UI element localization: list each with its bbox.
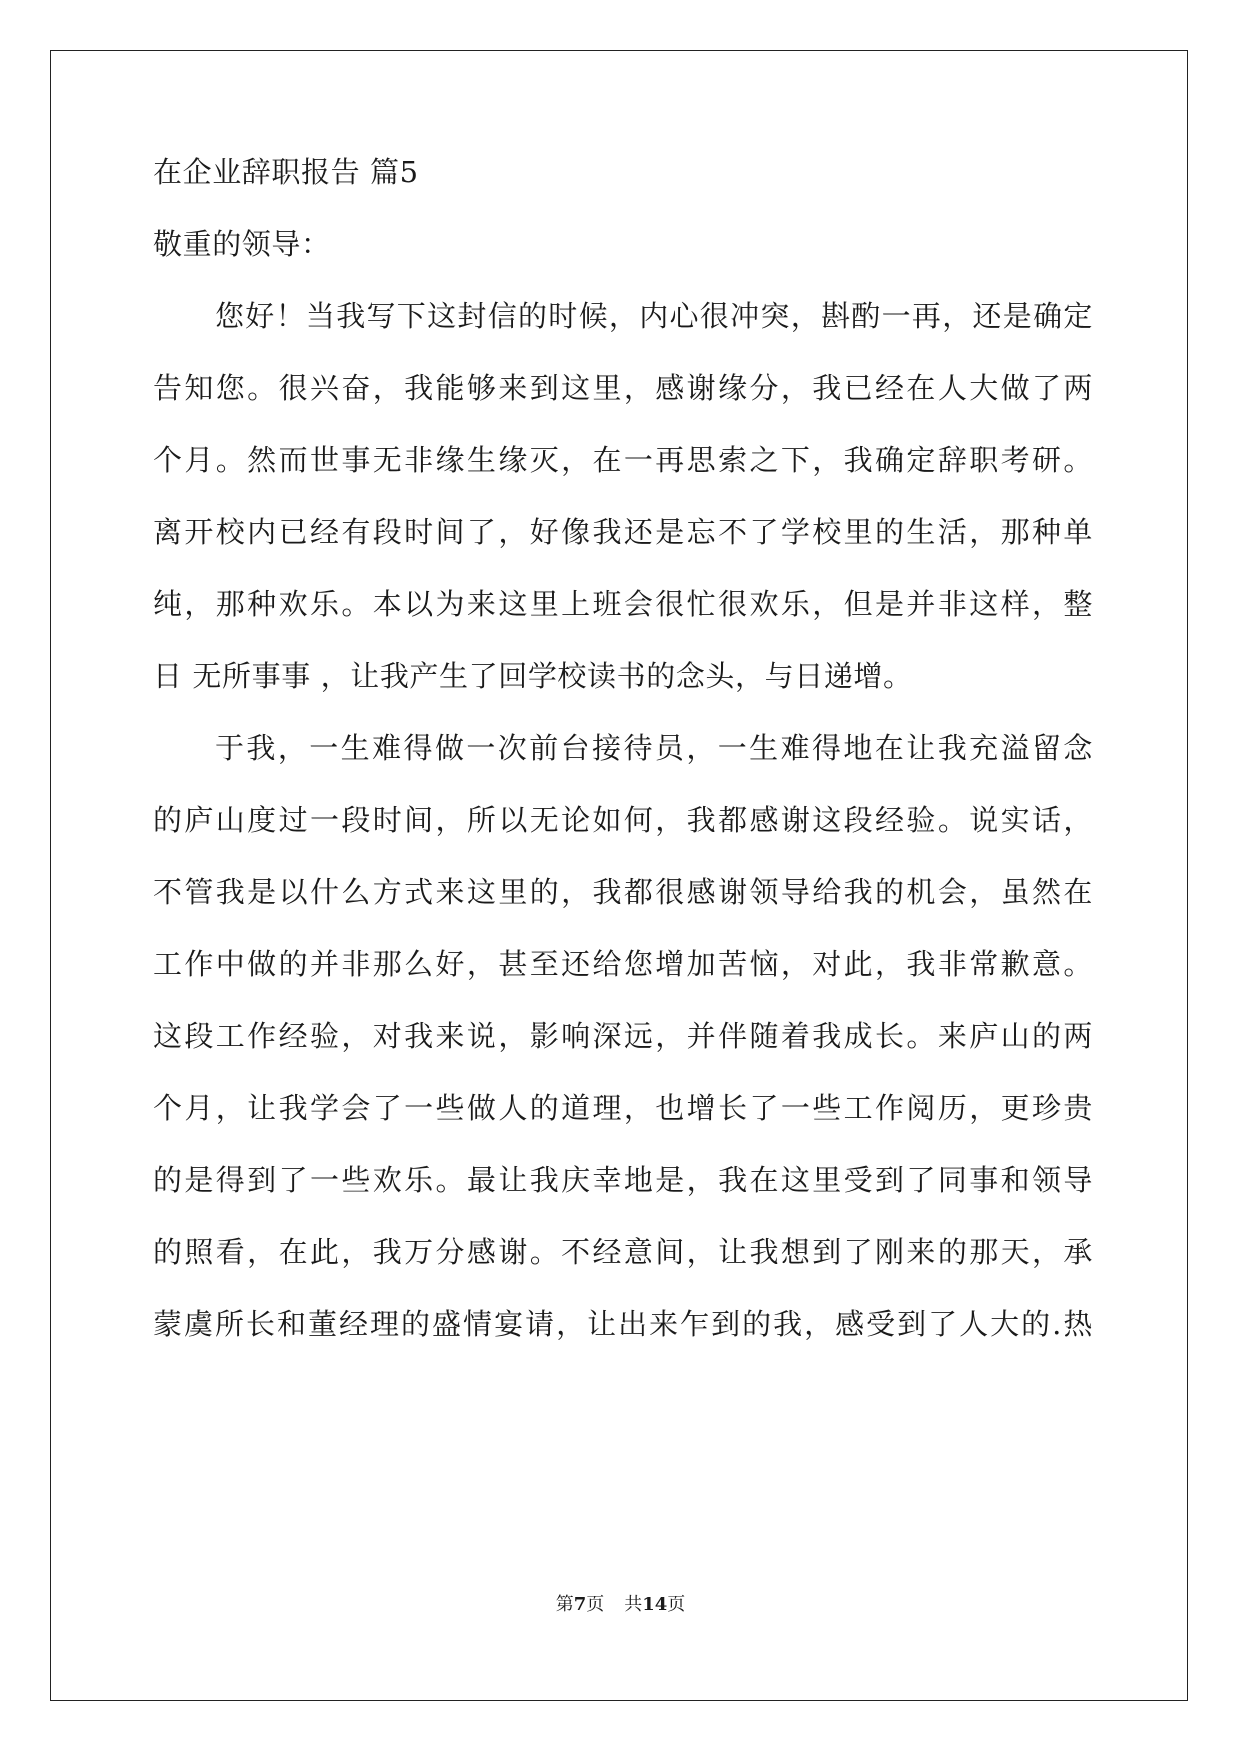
paragraph-line: 蒙虞所长和董经理的盛情宴请，让出来乍到的我，感受到了人大的.热 xyxy=(153,1307,1093,1341)
paragraph-line: 于我，一生难得做一次前台接待员，一生难得地在让我充溢留念 xyxy=(215,731,1093,765)
page-suffix: 页 xyxy=(667,1594,686,1615)
paragraph-line: 日 无所事事 ，让我产生了回学校读书的念头，与日递增。 xyxy=(153,659,913,693)
paragraph-line: 告知您。很兴奋，我能够来到这里，感谢缘分，我已经在人大做了两 xyxy=(153,371,1093,405)
paragraph-line: 您好！当我写下这封信的时候，内心很冲突，斟酌一再，还是确定 xyxy=(215,299,1093,333)
page-footer xyxy=(0,1594,1241,1616)
page-total: 14 xyxy=(642,1594,668,1615)
paragraph-line: 的是得到了一些欢乐。最让我庆幸地是，我在这里受到了同事和领导 xyxy=(153,1163,1093,1197)
paragraph-line: 离开校内已经有段时间了，好像我还是忘不了学校里的生活，那种单 xyxy=(153,515,1093,549)
paragraph-line: 的庐山度过一段时间，所以无论如何，我都感谢这段经验。说实话， xyxy=(153,803,1093,837)
document-title: 在企业辞职报告 篇5 xyxy=(153,155,419,189)
paragraph-line: 工作中做的并非那么好，甚至还给您增加苦恼，对此，我非常歉意。 xyxy=(153,947,1093,981)
page-prefix: 第 xyxy=(555,1594,574,1615)
paragraph-line: 纯，那种欢乐。本以为来这里上班会很忙很欢乐，但是并非这样，整 xyxy=(153,587,1093,621)
paragraph-line: 的照看，在此，我万分感谢。不经意间，让我想到了刚来的那天，承 xyxy=(153,1235,1093,1269)
paragraph-line: 不管我是以什么方式来这里的，我都很感谢领导给我的机会，虽然在 xyxy=(153,875,1093,909)
paragraph-line: 个月，让我学会了一些做人的道理，也增长了一些工作阅历，更珍贵 xyxy=(153,1091,1093,1125)
salutation: 敬重的领导： xyxy=(153,227,331,261)
paragraph-line: 这段工作经验，对我来说，影响深远，并伴随着我成长。来庐山的两 xyxy=(153,1019,1093,1053)
page-current: 7 xyxy=(573,1594,587,1615)
total-prefix: 共 xyxy=(624,1594,643,1615)
paragraph-line: 个月。然而世事无非缘生缘灭，在一再思索之下，我确定辞职考研。 xyxy=(153,443,1093,477)
page-mid: 页 xyxy=(586,1594,605,1615)
